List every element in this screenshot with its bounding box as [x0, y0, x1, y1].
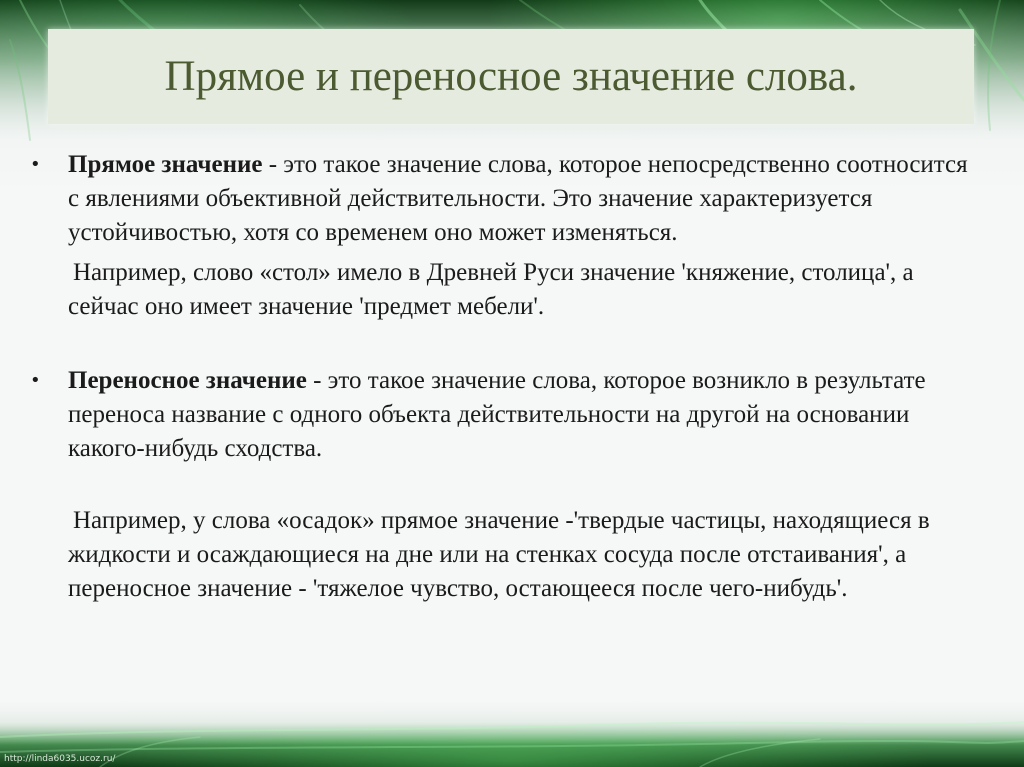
example-direct-meaning: Например, слово «стол» имело в Древней Руси значение 'княжение, столица', а сейчас оно имеет значение 'предмет мебели'. — [68, 259, 914, 320]
list-item-direct-meaning — [30, 148, 970, 324]
slide-content — [30, 148, 970, 606]
list-item-figurative-meaning — [30, 364, 970, 606]
example-paragraph — [68, 504, 970, 606]
bullet-icon: • — [30, 370, 41, 391]
definition-direct-meaning: - это такое значение слова, которое непосредственно соотносится с явлениями объективной действительности. Это значение характеризуется устойчивостью, хотя со временем оно может изменяться. — [68, 151, 968, 246]
term-figurative-meaning: Переносное значение — [68, 367, 307, 394]
example-paragraph — [68, 256, 970, 324]
source-url: http://linda6035.ucoz.ru/ — [4, 754, 116, 764]
example-figurative-meaning: Например, у слова «осадок» прямое значение -'твердые частицы, находящиеся в жидкости и осаждающиеся на дне или на стенках сосуда после отстаивания', а переносное значение - 'тяжелое чувство, остающееся после чего-нибудь'. — [68, 507, 930, 602]
slide-title: Прямое и переносное значение слова. — [164, 53, 858, 100]
definition-figurative-meaning: - это такое значение слова, которое возникло в результате переноса название с одного объекта действительности на другой на основании какого-нибудь сходства. — [68, 367, 926, 462]
definition-paragraph — [68, 364, 970, 466]
term-direct-meaning: Прямое значение — [68, 151, 263, 178]
grass-decoration-bottom — [0, 707, 1024, 767]
title-box — [48, 29, 974, 124]
definition-paragraph — [68, 148, 970, 250]
bullet-icon: • — [30, 154, 41, 175]
